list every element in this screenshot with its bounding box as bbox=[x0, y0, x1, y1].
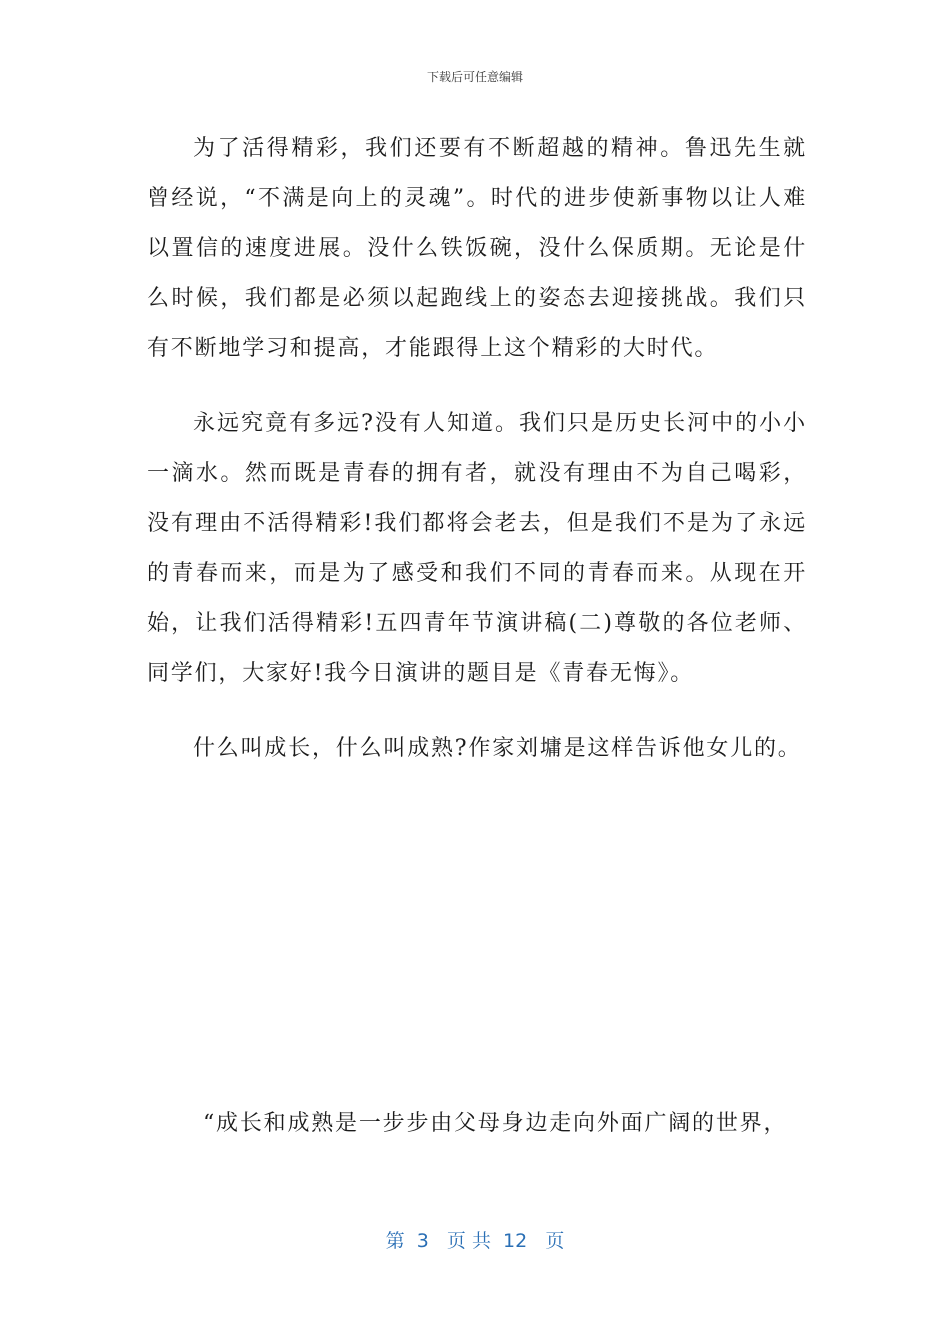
paragraph-2: 永远究竟有多远?没有人知道。我们只是历史长河中的小小一滴水。然而既是青春的拥有者，就没有理由不为自己喝彩，没有理由不活得精彩!我们都将会老去，但是我们不是为了永远的青春而来，而是为了感受和我们不同的青春而来。从现在开始，让我们活得精彩!五四青年节演讲稿(二)尊敬的各位老师、同学们，大家好!我今日演讲的题目是《青春无悔》。 bbox=[147, 411, 807, 686]
page-header: 下载后可任意编辑 bbox=[426, 70, 523, 84]
paragraph-3: 什么叫成长，什么叫成熟?作家刘墉是这样告诉他女儿的。 bbox=[193, 736, 802, 761]
paragraph-4: “成长和成熟是一步步由父母身边走向外面广阔的世界， bbox=[203, 1111, 788, 1136]
document-body bbox=[147, 124, 807, 1136]
paragraph-1: 为了活得精彩，我们还要有不断超越的精神。鲁迅先生就曾经说，“不满是向上的灵魂”。时代的进步使新事物以让人难以置信的速度进展。没什么铁饭碗，没什么保质期。无论是什么时候，我们都是必须以起跑线上的姿态去迎接挑战。我们只有不断地学习和提高，才能跟得上这个精彩的大时代。 bbox=[147, 136, 807, 361]
page-footer: 第 3 页 共 12 页 bbox=[385, 1230, 565, 1252]
